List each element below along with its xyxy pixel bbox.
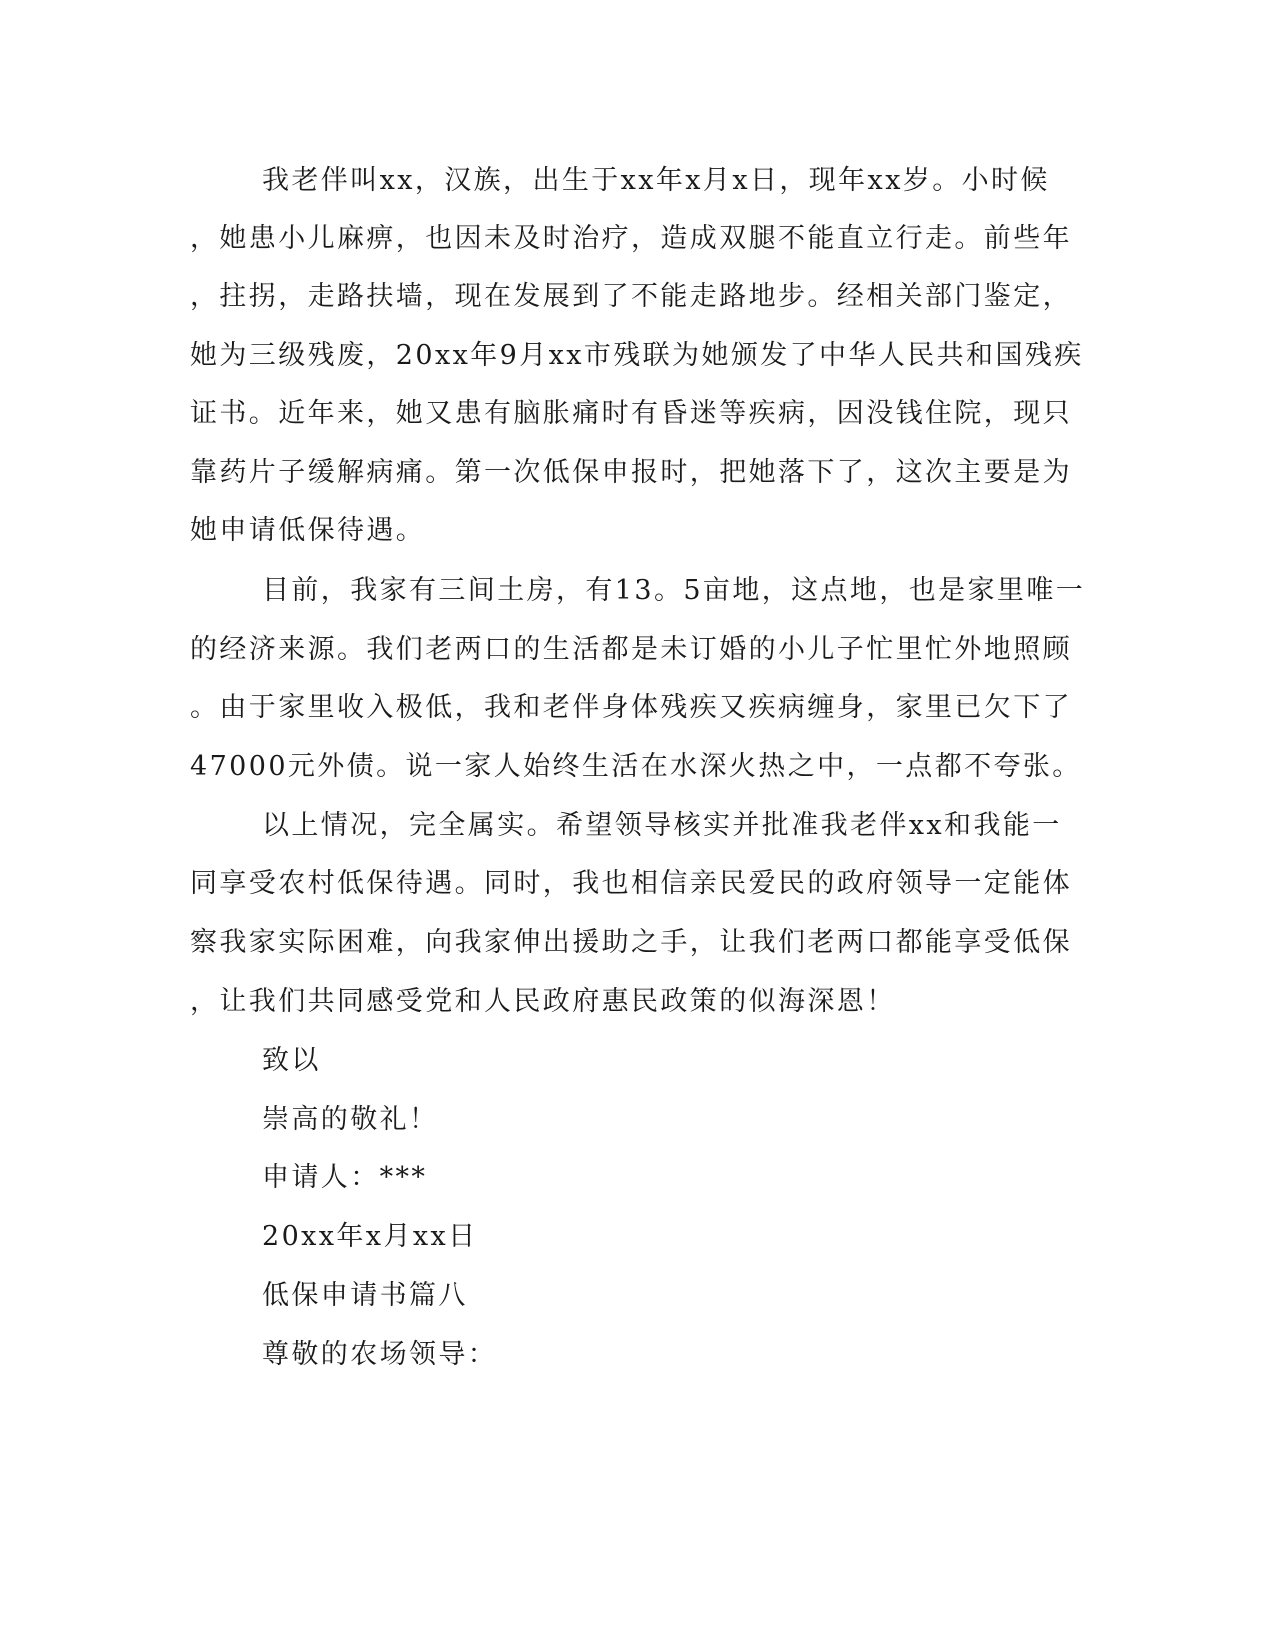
- paragraph-1-line-3: ，拄拐，走路扶墙，现在发展到了不能走路地步。经相关部门鉴定，: [190, 281, 1072, 312]
- paragraph-2-line-2: 的经济来源。我们老两口的生活都是未订婚的小儿子忙里忙外地照顾: [190, 634, 1072, 665]
- closing-salute: 崇高的敬礼！: [262, 1104, 439, 1135]
- section-title: 低保申请书篇八: [262, 1280, 468, 1311]
- application-date: 20xx年x月xx日: [262, 1221, 478, 1252]
- paragraph-2-line-4: 47000元外债。说一家人始终生活在水深火热之中，一点都不夸张。: [190, 751, 1082, 782]
- paragraph-1-line-4: 她为三级残废，20xx年9月xx市残联为她颁发了中华人民共和国残疾: [190, 340, 1084, 371]
- paragraph-1-line-7: 她申请低保待遇。: [190, 515, 426, 546]
- paragraph-3-line-4: ，让我们共同感受党和人民政府惠民政策的似海深恩！: [190, 986, 896, 1017]
- paragraph-1-line-1: 我老伴叫xx，汉族，出生于xx年x月x日，现年xx岁。小时候: [262, 165, 1050, 196]
- paragraph-3-line-2: 同享受农村低保待遇。同时，我也相信亲民爱民的政府领导一定能体: [190, 868, 1072, 899]
- closing-greeting: 致以: [262, 1045, 321, 1076]
- paragraph-1-line-5: 证书。近年来，她又患有脑胀痛时有昏迷等疾病，因没钱住院，现只: [190, 398, 1072, 429]
- paragraph-1-line-2: ，她患小儿麻痹，也因未及时治疗，造成双腿不能直立行走。前些年: [190, 223, 1072, 254]
- paragraph-3-line-3: 察我家实际困难，向我家伸出援助之手，让我们老两口都能享受低保: [190, 927, 1072, 958]
- paragraph-2-line-1: 目前，我家有三间土房，有13。5亩地，这点地，也是家里唯一: [262, 575, 1086, 606]
- paragraph-3-line-1: 以上情况，完全属实。希望领导核实并批准我老伴xx和我能一: [262, 810, 1062, 841]
- paragraph-2-line-3: 。由于家里收入极低，我和老伴身体残疾又疾病缠身，家里已欠下了: [190, 692, 1072, 723]
- applicant-signature: 申请人：***: [262, 1162, 428, 1193]
- paragraph-1-line-6: 靠药片子缓解病痛。第一次低保申报时，把她落下了，这次主要是为: [190, 457, 1072, 488]
- salutation: 尊敬的农场领导：: [262, 1339, 498, 1370]
